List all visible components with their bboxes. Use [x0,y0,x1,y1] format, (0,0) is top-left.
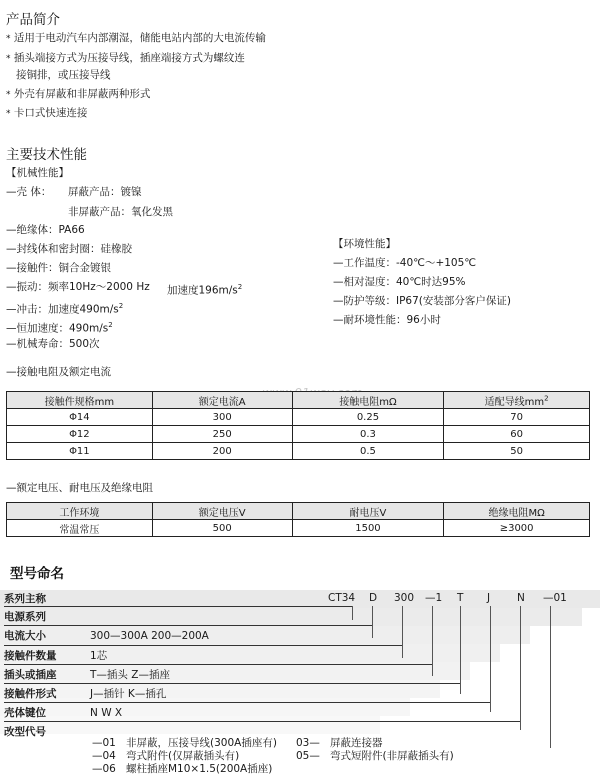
leader-line [460,606,461,694]
leader-line [490,606,491,712]
table-row [7,443,590,460]
model-code-part: N [517,592,525,604]
leader-line [550,606,551,748]
table-cell: ≥3000 [444,520,590,537]
seal-spec: —封线体和密封圈：硅橡胶 [6,243,132,255]
table-cell: 常温常压 [7,520,153,537]
table-header-cell: 耐电压V [292,503,444,520]
model-row-value: 1芯 [90,650,108,662]
table-header-row [7,503,590,520]
table-cell: 0.5 [292,443,444,460]
model-code-part: 300 [394,592,415,604]
model-code-part: —01 [543,592,567,604]
table-cell: 50 [444,443,590,460]
specs-title: 主要技术性能 [6,147,87,163]
bullet-mark: * [6,34,11,44]
shell-label: —壳 体： [6,186,52,198]
model-row-line [4,721,520,722]
leader-line [372,606,373,638]
table-cell: 250 [152,426,292,443]
leader-line [432,606,433,676]
mod-desc: 螺柱插座M10×1.5(200A插座) [126,763,273,775]
table-cell: 0.3 [292,426,444,443]
model-row-line [4,702,490,703]
contact-current-table [6,391,590,460]
mod-desc: 弯式短附件(非屏蔽插头有) [330,750,454,762]
life-spec: —机械寿命：500次 [6,338,100,350]
mod-code: —04 [92,750,116,762]
model-row-line [4,683,460,684]
model-code-part: CT34 [328,592,356,604]
table-row [7,426,590,443]
table-header-row [7,392,590,409]
vibration-spec: —振动：频率10Hz～2000 Hz [6,281,150,293]
model-row-label: 接触件形式 [4,688,57,700]
model-title: 型号命名 [10,566,64,582]
mod-code: —01 [92,737,116,749]
model-row-value: N W X [90,707,123,719]
accel-spec: —恒加速度：$490m/s^2$ [6,321,113,335]
env-temp: —工作温度：-40℃～+105℃ [333,257,477,269]
intro-bullet-2: * 插头端接方式为压接导线，插座端接方式为螺纹连 [6,52,245,64]
intro-bullet-3: * 外壳有屏蔽和非屏蔽两种形式 [6,88,151,100]
env-protection: —防护等级：IP67(安装部分客户保证) [333,295,511,307]
table-header-cell: 绝缘电阻MΩ [444,503,590,520]
model-row-label: 电源系列 [4,611,46,623]
table-cell: Φ11 [7,443,153,460]
model-code-part: J [487,592,491,604]
mod-code: —06 [92,763,116,775]
table-cell: Φ12 [7,426,153,443]
table-header-cell: 适配导线$mm^2$ [444,392,590,409]
intro-bullet-1: * 适用于电动汽车内部潮湿，储能电站内部的大电流传输 [6,32,266,44]
model-shade-row [0,608,582,626]
model-row-line [4,645,402,646]
env-endurance: —耐环境性能：96小时 [333,314,441,326]
intro-bullet-4: * 卡口式快速连接 [6,107,88,119]
leader-line [402,606,403,658]
model-row-label: 插头或插座 [4,669,57,681]
model-shade-row [0,626,530,644]
table-cell: 70 [444,409,590,426]
model-code-part: —1 [425,592,443,604]
mod-code: 05— [296,750,320,762]
leader-line [352,606,353,620]
env-humidity: —相对湿度：40℃时达95% [333,276,466,288]
table-cell: 60 [444,426,590,443]
table-header-cell: 接触电阻mΩ [292,392,444,409]
model-row-value: T—插头 Z—插座 [90,669,170,681]
voltage-resistance-table [6,502,590,537]
mod-code: 03— [296,737,320,749]
model-shade-row [0,698,410,716]
table-row [7,520,590,537]
intro-title: 产品简介 [6,12,60,28]
table-row [7,409,590,426]
model-row-value: J—插针 K—插孔 [90,688,167,700]
env-header: 【环境性能】 [333,238,396,250]
shell-value-unshielded: 非屏蔽产品：氧化发黑 [68,206,173,218]
table1-title: —接触电阻及额定电流 [6,366,111,378]
table-header-cell: 额定电流A [152,392,292,409]
model-shade-row [0,644,500,662]
vibration-accel: 加速度$196m/s^2$ [167,283,243,297]
model-row-label: 系列主称 [4,593,46,605]
shock-spec: —冲击：加速度$490m/s^2$ [6,302,124,316]
model-row-line [4,664,432,665]
mod-desc: 弯式附件(仅屏蔽插头有) [126,750,240,762]
shell-value-shielded: 屏蔽产品：镀镍 [68,186,142,198]
model-row-label: 电流大小 [4,630,46,642]
table-header-cell: 接触件规格mm [7,392,153,409]
intro-bullet-2-cont: 接铜排，或压接导线 [16,69,111,81]
model-row-value: 300—300A 200—200A [90,630,209,642]
table2-title: —额定电压、耐电压及绝缘电阻 [6,482,153,494]
model-row-line [4,606,352,607]
leader-line [520,606,521,730]
model-row-label: 壳体键位 [4,707,46,719]
table-header-cell: 额定电压V [152,503,292,520]
mech-header: 【机械性能】 [6,167,69,179]
model-row-label: 改型代号 [4,726,46,738]
table-cell: 300 [152,409,292,426]
model-row-label: 接触件数量 [4,650,57,662]
table-cell: Φ14 [7,409,153,426]
table-cell: 0.25 [292,409,444,426]
insulator-spec: —绝缘体：PA66 [6,224,85,236]
mod-desc: 非屏蔽，压接导线(300A插座有) [126,737,277,749]
contact-spec: —接触件：铜合金镀银 [6,262,111,274]
table-cell: 500 [152,520,292,537]
table-cell: 200 [152,443,292,460]
table-header-cell: 工作环境 [7,503,153,520]
model-row-line [4,625,372,626]
table-cell: 1500 [292,520,444,537]
model-code-part: T [457,592,464,604]
model-shade-row [0,716,380,734]
model-code-part: D [369,592,378,604]
mod-desc: 屏蔽连接器 [330,737,383,749]
